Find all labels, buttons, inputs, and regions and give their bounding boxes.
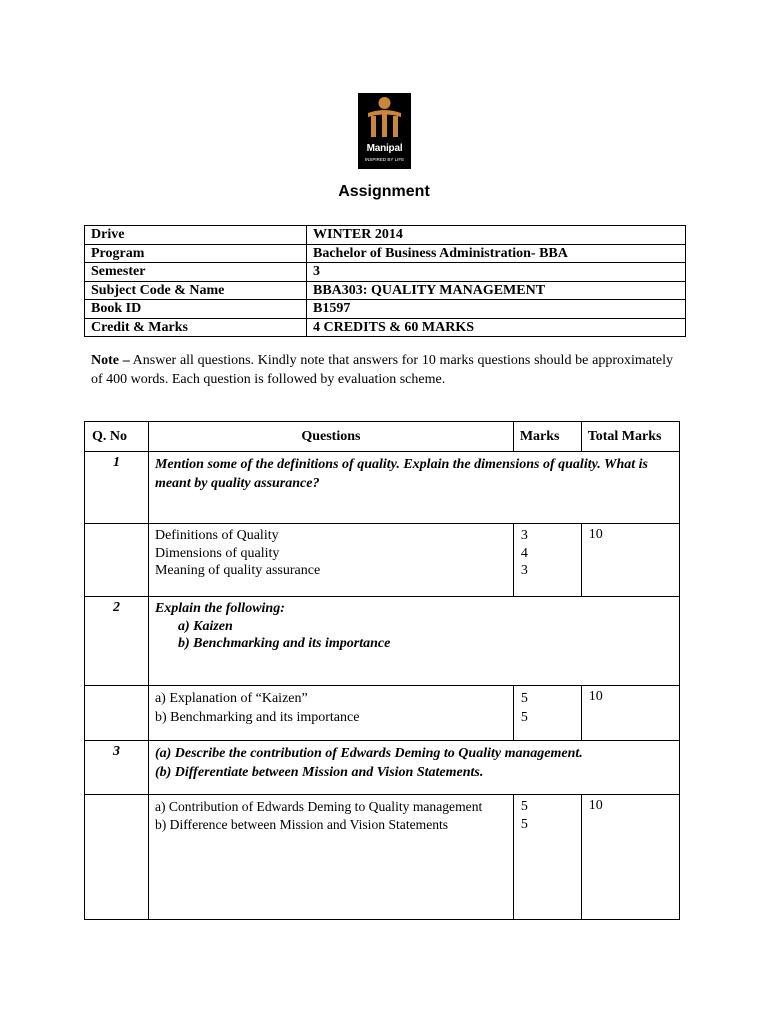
scheme-row [85, 524, 680, 597]
question-text-block [148, 741, 679, 795]
scheme-row [85, 795, 680, 920]
note-paragraph [91, 351, 673, 389]
info-value: 4 CREDITS & 60 MARKS [307, 318, 686, 337]
empty-cell [85, 795, 149, 920]
scheme-item: b) Benchmarking and its importance [154, 710, 360, 725]
page-title: Assignment [338, 183, 430, 200]
info-key: Program [85, 244, 307, 263]
scheme-item: a) Contribution of Edwards Deming to Quality management [154, 799, 483, 814]
info-value: B1597 [307, 300, 686, 319]
question-text: Explain the following: [154, 601, 285, 616]
question-row [85, 741, 680, 795]
questions-table [84, 421, 680, 920]
empty-cell [85, 524, 149, 597]
question-text: (a) Describe the contribution of Edwards Deming to Quality management. [154, 746, 583, 761]
total-marks: 10 [581, 795, 679, 920]
header-marks: Marks [513, 422, 581, 452]
question-number: 3 [85, 741, 149, 795]
total-marks: 10 [581, 524, 679, 597]
scheme-item: Meaning of quality assurance [154, 563, 321, 578]
mark-value: 5 [520, 816, 528, 832]
question-number: 1 [85, 452, 149, 524]
scheme-item: a) Explanation of “Kaizen” [154, 691, 308, 706]
info-row [85, 318, 686, 337]
logo-name: Manipal [366, 143, 403, 154]
mark-value: 5 [520, 799, 528, 814]
scheme-marks [513, 686, 581, 741]
info-value: 3 [307, 263, 686, 282]
scheme-row [85, 686, 680, 741]
info-key: Semester [85, 263, 307, 282]
scheme-marks [513, 795, 581, 920]
mark-value: 3 [520, 563, 528, 578]
question-sublist [155, 618, 673, 653]
mark-value: 4 [520, 545, 528, 561]
table-header-row [85, 422, 680, 452]
question-row [85, 597, 680, 686]
note-text: Answer all questions. Kindly note that answers for 10 marks questions should be approximately of 400 words. Each question is followed by evaluation scheme. [91, 353, 673, 387]
question-number: 2 [85, 597, 149, 686]
info-key: Book ID [85, 300, 307, 319]
info-value: BBA303: QUALITY MANAGEMENT [307, 281, 686, 300]
info-row [85, 263, 686, 282]
info-value: Bachelor of Business Administration- BBA [307, 244, 686, 263]
mark-value: 3 [520, 528, 528, 543]
manipal-logo [358, 93, 411, 169]
header-total-marks: Total Marks [581, 422, 679, 452]
empty-cell [85, 686, 149, 741]
scheme-item: b) Difference between Mission and Vision Statements [154, 816, 449, 832]
mark-value: 5 [520, 691, 528, 706]
question-text-block [148, 597, 679, 686]
scheme-items [148, 686, 513, 741]
scheme-items [148, 795, 513, 920]
info-key: Credit & Marks [85, 318, 307, 337]
info-row [85, 300, 686, 319]
info-value: WINTER 2014 [307, 226, 686, 245]
scheme-marks [513, 524, 581, 597]
manipal-emblem-icon [358, 93, 411, 143]
mark-value: 5 [520, 710, 528, 725]
info-key: Subject Code & Name [85, 281, 307, 300]
info-row [85, 244, 686, 263]
question-row [85, 452, 680, 524]
scheme-item: Definitions of Quality [154, 528, 279, 543]
info-table [84, 225, 686, 337]
info-key: Drive [85, 226, 307, 245]
info-row [85, 226, 686, 245]
question-text: (b) Differentiate between Mission and Vision Statements. [154, 765, 484, 780]
scheme-item: Dimensions of quality [154, 545, 280, 561]
scheme-items [148, 524, 513, 597]
header-questions: Questions [148, 422, 513, 452]
total-marks: 10 [581, 686, 679, 741]
header-qno: Q. No [85, 422, 149, 452]
logo-tagline: INSPIRED BY LIFE [364, 157, 405, 162]
note-label: Note – [91, 353, 130, 368]
question-text: Mention some of the definitions of quality. Explain the dimensions of quality. What is meant by quality assurance? [148, 452, 679, 524]
question-subitem: a) Kaizen [177, 618, 233, 634]
info-row [85, 281, 686, 300]
question-subitem: b) Benchmarking and its importance [177, 636, 391, 651]
